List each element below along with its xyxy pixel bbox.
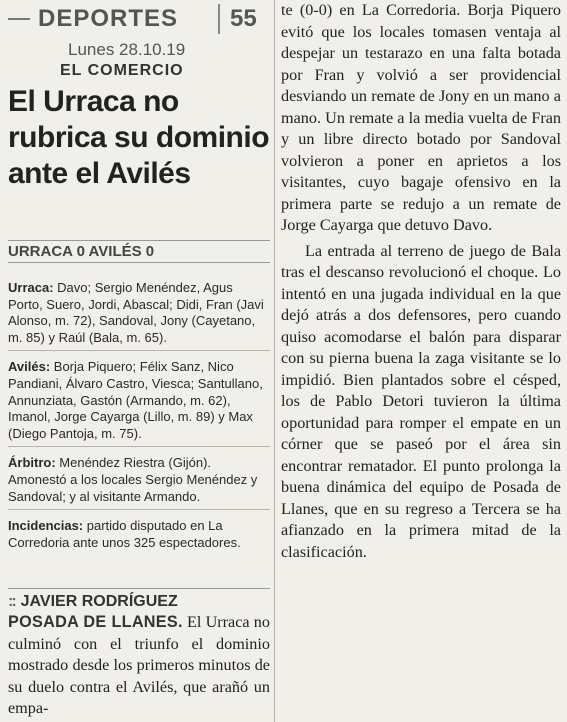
- fact-label: Incidencias:: [8, 518, 84, 534]
- section-title: DEPORTES: [8, 4, 220, 34]
- byline-author: JAVIER RODRÍGUEZ: [20, 593, 178, 610]
- headline: [8, 84, 270, 192]
- fact-box: [8, 280, 270, 563]
- byline-marker-icon: ::: [8, 593, 15, 610]
- lede-text: El Urraca no culminó con el triunfo el dominio mostrado desde los primeros minutos de su duelo contra el Avilés, que arañó un empa-: [8, 613, 270, 717]
- date-line: Lunes 28.10.19: [68, 40, 186, 59]
- headline-line: rubrica su dominio: [8, 121, 270, 154]
- fact-text: Menéndez Riestra (Gijón). Amonestó a los locales Sergio Menéndez y Sandoval; y al visitante Armando.: [8, 455, 258, 504]
- byline: [8, 588, 270, 611]
- fact-referee: [8, 455, 270, 510]
- page-number: 55: [230, 5, 257, 32]
- fact-incidents: [8, 518, 270, 555]
- right-column: [281, 0, 561, 722]
- fact-lineup-urraca: [8, 280, 270, 351]
- section-header: [8, 2, 270, 36]
- scoreline: URRACA 0 AVILÉS 0: [8, 240, 270, 263]
- fact-text: Borja Piquero; Félix Sanz, Nico Pandiani, Álvaro Castro, Viesca; Santullano, Annunziata, Gastón (Armando, m. 62), Imanol, Jorge Cayarga (Lillo, m. 89) y Max (Diego Pantoja, m. 75).: [8, 359, 263, 441]
- column-divider: [274, 0, 275, 722]
- fact-label: Árbitro:: [8, 455, 56, 471]
- headline-line: ante el Avilés: [8, 157, 191, 190]
- article-lede: [8, 612, 270, 720]
- fact-text: Davo; Sergio Menéndez, Agus Porto, Suero, Jordi, Abascal; Didi, Fran (Javi Alonso, m. 72), Sandoval, Jony (Cayetano, m. 85) y Raúl (Bala, m. 65).: [8, 280, 264, 345]
- left-column: [8, 0, 270, 722]
- fact-label: Urraca:: [8, 280, 54, 295]
- dateline-place: POSADA DE LLANES.: [8, 613, 183, 631]
- newspaper-name: EL COMERCIO: [60, 62, 184, 79]
- headline-line: El Urraca no: [8, 85, 179, 118]
- article-paragraph: La entrada al terreno de juego de Bala tras el descanso revolucionó el choque. Lo intentó en una jugada individual en la que dejó atrás a dos defensores, pero cuando quiso acomodarse el balón para disparar con su pierna buena la zaga visitante se lo impidió. Bien plantados sobre el césped, los de Pablo Detori tuvieron la última oportunidad para romper el empate en un córner que se paseó por el área sin encontrar rematador. El punto prolonga la buena dinámica del equipo de Posada de Llanes, que en su regreso a Tercera se ha afianzado en la primera mitad de la clasificación.: [281, 241, 561, 561]
- fact-label: Avilés:: [8, 359, 51, 375]
- fact-lineup-aviles: [8, 359, 270, 447]
- article-paragraph: te (0-0) en La Corredoria. Borja Piquero evitó que los locales tomasen ventaja al despejar un testarazo en una falta botada por Fran y volvió a ser providencial desviando un remate de Jony en un mano a mano. Un remate a la media vuelta de Fran y un libre directo botado por Sandoval volvieron a poner en aprietos a los visitantes, cuyo bagaje ofensivo en la primera parte se redujo a un remate de Jorge Cayarga que detuvo Davo.: [281, 1, 561, 234]
- fact-text: partido disputado en La Corredoria ante unos 325 espectadores.: [8, 518, 241, 550]
